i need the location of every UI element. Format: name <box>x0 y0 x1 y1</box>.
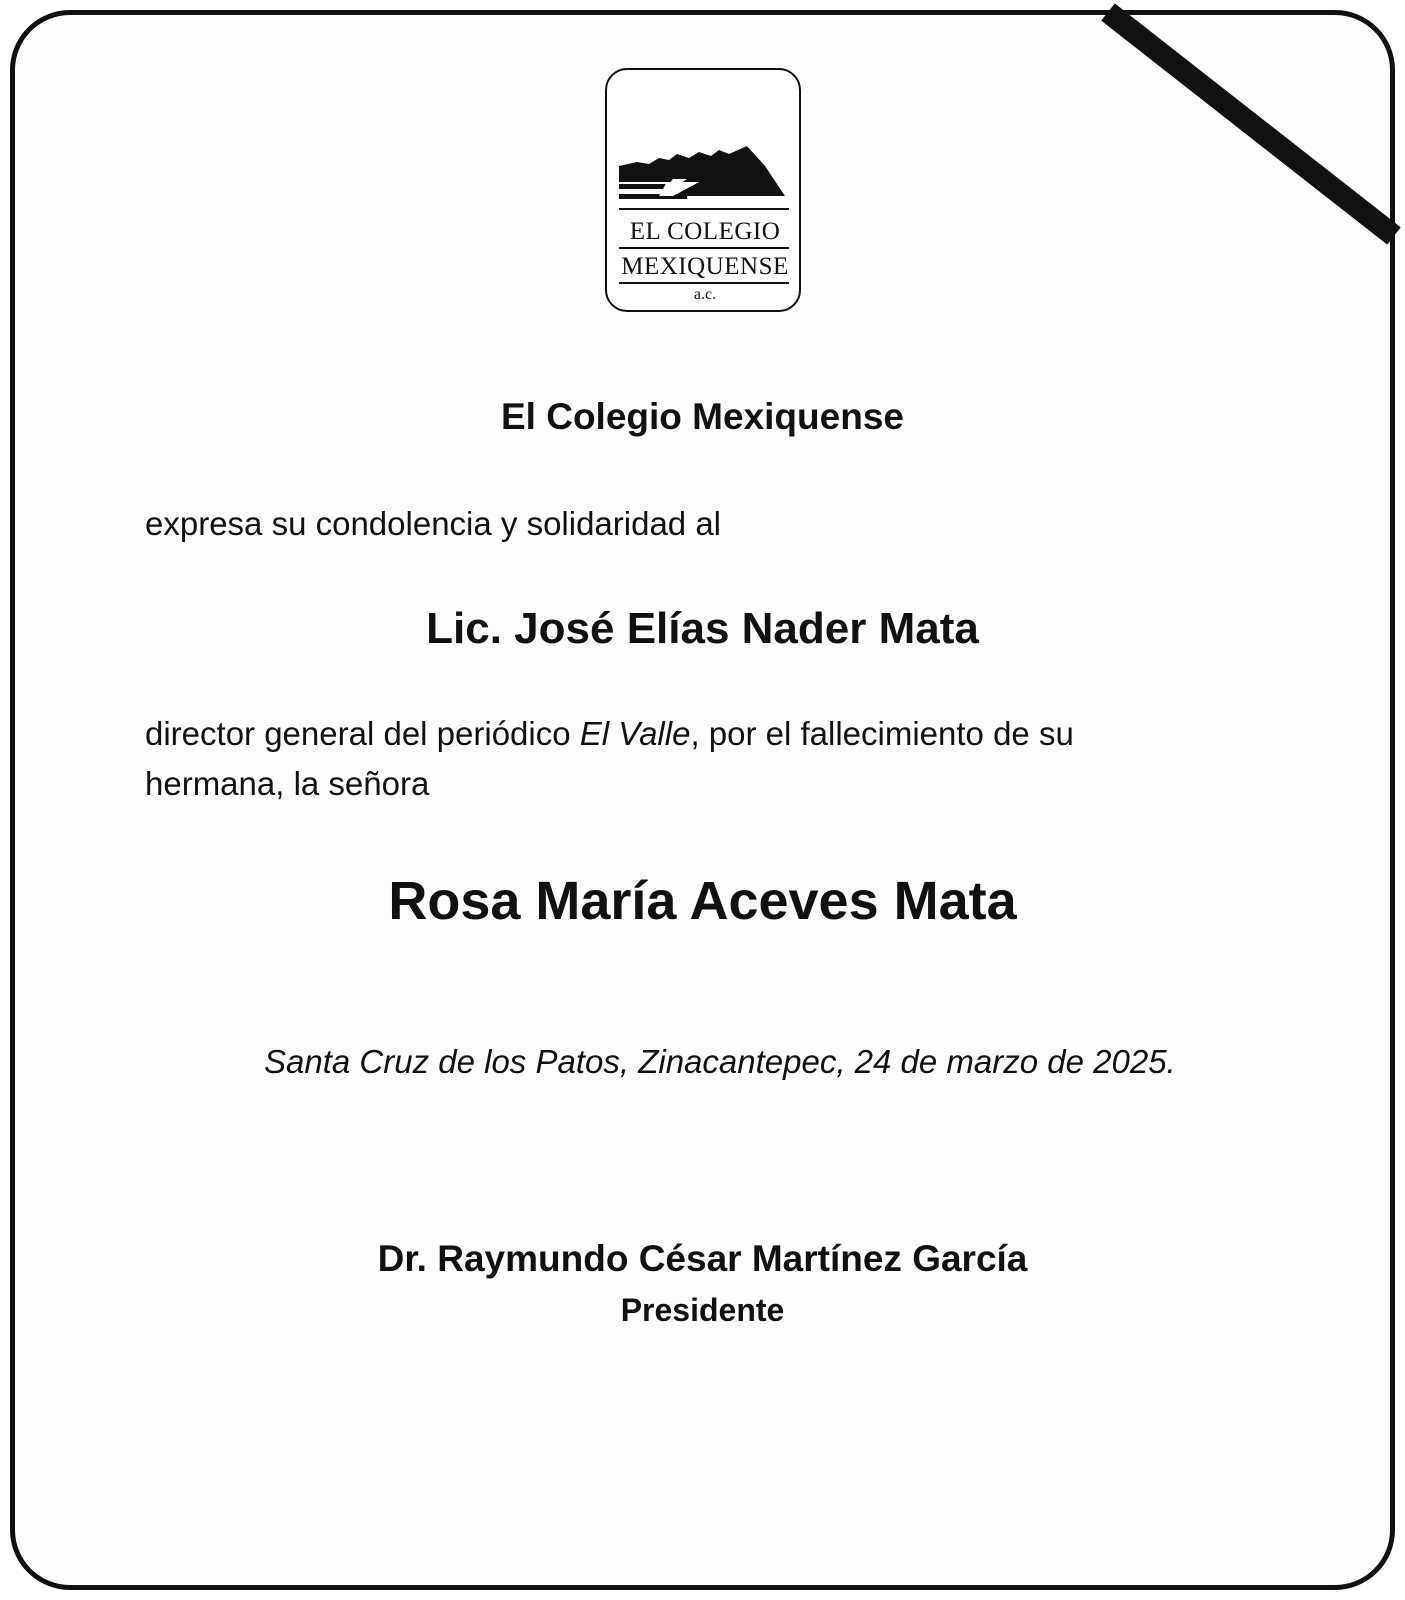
newspaper-name: El Valle <box>579 715 691 752</box>
logo-line-2: MEXIQUENSE <box>621 253 789 280</box>
place-date: Santa Cruz de los Patos, Zinacantepec, 24 de marzo de 2025. <box>264 1043 1176 1080</box>
body-line-2: hermana, la señora <box>145 765 430 802</box>
institution-logo <box>605 68 801 312</box>
signer-role: Presidente <box>620 1292 785 1328</box>
organization-title: El Colegio Mexiquense <box>501 396 904 437</box>
body-line-1-end: , por el fallecimiento de su <box>690 715 1074 752</box>
logo-line-1: EL COLEGIO <box>629 218 781 245</box>
body-line-1 <box>145 715 1074 753</box>
recipient-name: Lic. José Elías Nader Mata <box>426 604 979 653</box>
body-line-1-start: director general del periódico <box>145 715 580 752</box>
deceased-name: Rosa María Aceves Mata <box>388 871 1017 931</box>
signer-name: Dr. Raymundo César Martínez García <box>377 1238 1028 1279</box>
logo-line-3: a.c. <box>693 286 717 303</box>
intro-text: expresa su condolencia y solidaridad al <box>145 505 722 542</box>
